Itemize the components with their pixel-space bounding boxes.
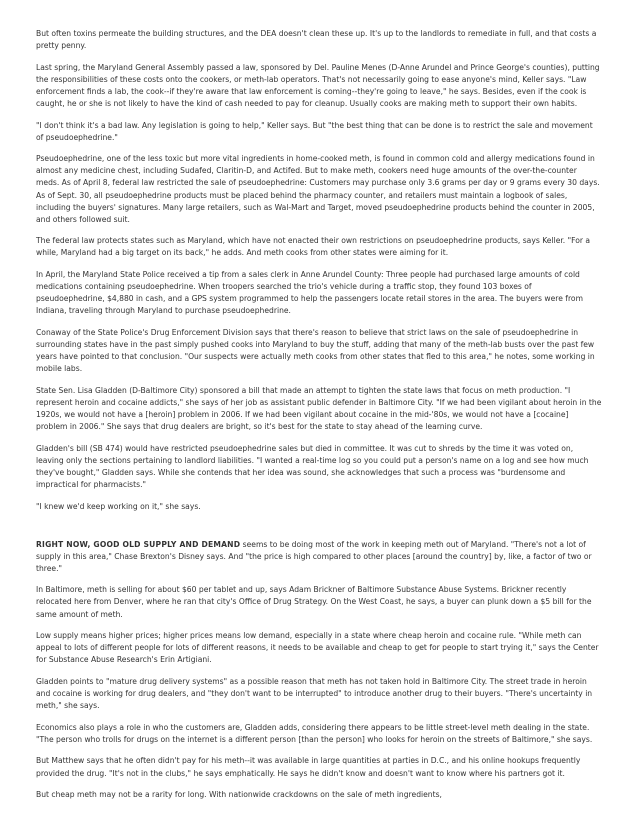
paragraph-12: In Baltimore, meth is selling for about $60 per tablet and up, says Adam Brickner of Baltimore Substance Abuse Systems. Brickner recently relocated here from Denver, where he ran that city's Office of Drug Strategy. On the West Coast, he says, a buyer can plunk down a $5 bill for the same amount of meth. — [36, 585, 592, 619]
paragraph-6: In April, the Maryland State Police received a tip from a sales clerk in Anne Arundel County: Three people had purchased large amounts of cold medications containing pseudoephedrine. When troopers searched the trio's vehicle during a traffic stop, they found 103 boxes of pseudoephedrine, $4,880 in cash, and a GPS system programmed to help the passengers locate retail stores in the area. The buyers were from Indiana, traveling through Maryland to purchase pseudoephedrine. — [36, 270, 583, 316]
paragraph-7: Conaway of the State Police's Drug Enforcement Division says that there's reason to believe that strict laws on the sale of pseudoephedrine in surrounding states have in the past simply pushed cooks into Maryland to buy the stuff, adding that many of the meth-lab busts over the past few years have pointed to that conclusion. "Our suspects were actually meth cooks from other states that fled to this area," he notes, some working in mobile labs. — [36, 327, 595, 374]
paragraph-4: Pseudoephedrine, one of the less toxic but more vital ingredients in home-cooked meth, is found in common cold and allergy medications found in almost any medicine chest, including Sudafed, Claritin-D, and Actifed. But to make meth, cookers need huge amounts of the over-the-counter meds. As of April 8, federal law restricted the sale of pseudoephedrine: Customers may purchase only 3.6 grams per day or 9 grams every 30 days. As of Sept. 30, all pseudoephedrine products must be placed behind the pharmacy counter, and retailers must maintain a logbook of sales, including the buyers' signatures. Many large retailers, such as Wal-Mart and Target, moved pseudoephedrine products behind the counter in 2005, and others followed suit. — [36, 154, 600, 224]
paragraph-14: Gladden points to "mature drug delivery systems" as a possible reason that meth has not taken hold in Baltimore City. The street trade in heroin and cocaine is working for drug dealers, and "they don't want to be interrupted" to introduce another drug to their buyers. "There's uncertainty in meth," she says. — [36, 676, 593, 711]
section-2-lead-in: RIGHT NOW, GOOD OLD SUPPLY AND DEMAND — [36, 539, 241, 549]
paragraph-1: But often toxins permeate the building structures, and the DEA doesn't clean these up. It's up to the landlords to remediate in full, and that costs a pretty penny. — [36, 29, 597, 51]
paragraph-9: Gladden's bill (SB 474) would have restricted pseudoephedrine sales but died in committee. It was cut to shreds by the time it was voted on, leaving only the sections pertaining to landlord liabilities. "I wanted a real-time log so you could put a person's name on a log and see how much they've bought," Gladden says. While she contends that her idea was sound, she acknowledges that such a process was "burdensome and impractical for pharmacists." — [36, 443, 589, 489]
paragraph-16: But Matthew says that he often didn't pay for his meth--it was available in large quantities at parties in D.C., and his online hookups frequently provided the drug. "It's not in the clubs," he says emphatically. He says he didn't know and doesn't want to know where his partners got it. — [36, 756, 581, 778]
paragraph-13: Low supply means higher prices; higher prices means low demand, especially in a state where cheap heroin and cocaine rule. "While meth can appeal to lots of different people for lots of different reasons, it needs to be available and cheap to get for people to start trying it," says the Center for Substance Abuse Research's Erin Artigiani. — [36, 631, 599, 665]
paragraph-8: State Sen. Lisa Gladden (D-Baltimore City) sponsored a bill that made an attempt to tighten the state laws that focus on meth production. "I represent heroin and cocaine addicts," she says of her job as assistant public defender in Baltimore City. "If we had been vigilant about heroin in the 1920s, we would not have a [heroin] problem in 2006. If we had been vigilant about cocaine in the mid-'80s, we would not have a [cocaine] problem in 2006." She says that drug dealers are bright, so it's best for the state to stay ahead of the learning curve. — [36, 385, 602, 432]
paragraph-3: "I don't think it's a bad law. Any legislation is going to help," Keller says. But "the best thing that can be done is to restrict the sale and movement of pseudoephedrine." — [36, 120, 593, 142]
paragraph-2: Last spring, the Maryland General Assembly passed a law, sponsored by Del. Pauline Menes (D-Anne Arundel and Prince George's counties), putting the responsibilities of these costs onto the cookers, or meth-lab operators. That's not necessarily going to ease anyone's mind, Keller says. "Law enforcement finds a lab, the cook--if they're aware that law enforcement is coming--they're going to leave," he says. Besides, even if the cook is caught, he or she is not likely to have the kind of cash needed to pay for cleanup. Usually cooks are making meth to support their own habits. — [36, 62, 600, 108]
paragraph-5: The federal law protects states such as Maryland, which have not enacted their own restrictions on pseudoephedrine products, says Keller. "For a while, Maryland had a big target on its back," he adds. And meth cooks from other states were aiming for it. — [36, 236, 591, 258]
paragraph-17: But cheap meth may not be a rarity for long. With nationwide crackdowns on the sale of meth ingredients, — [36, 790, 442, 800]
paragraph-15: Economics also plays a role in who the customers are, Gladden adds, considering there appears to be little street-level meth dealing in the state. "The person who trolls for drugs on the internet is a different person [than the person] who looks for heroin on the streets of Baltimore," she says. — [36, 722, 593, 744]
section-2-opening-paragraph — [36, 539, 602, 575]
section-2-opening-text: seems to be doing most of the work in keeping meth out of Maryland. "There's not a lot of supply in this area," Chase Brexton's Disney says. And "the price is high compared to other places [around the country] by, like, a factor of two or three." — [36, 539, 592, 573]
paragraph-10: "I knew we'd keep working on it," she says. — [36, 501, 201, 511]
